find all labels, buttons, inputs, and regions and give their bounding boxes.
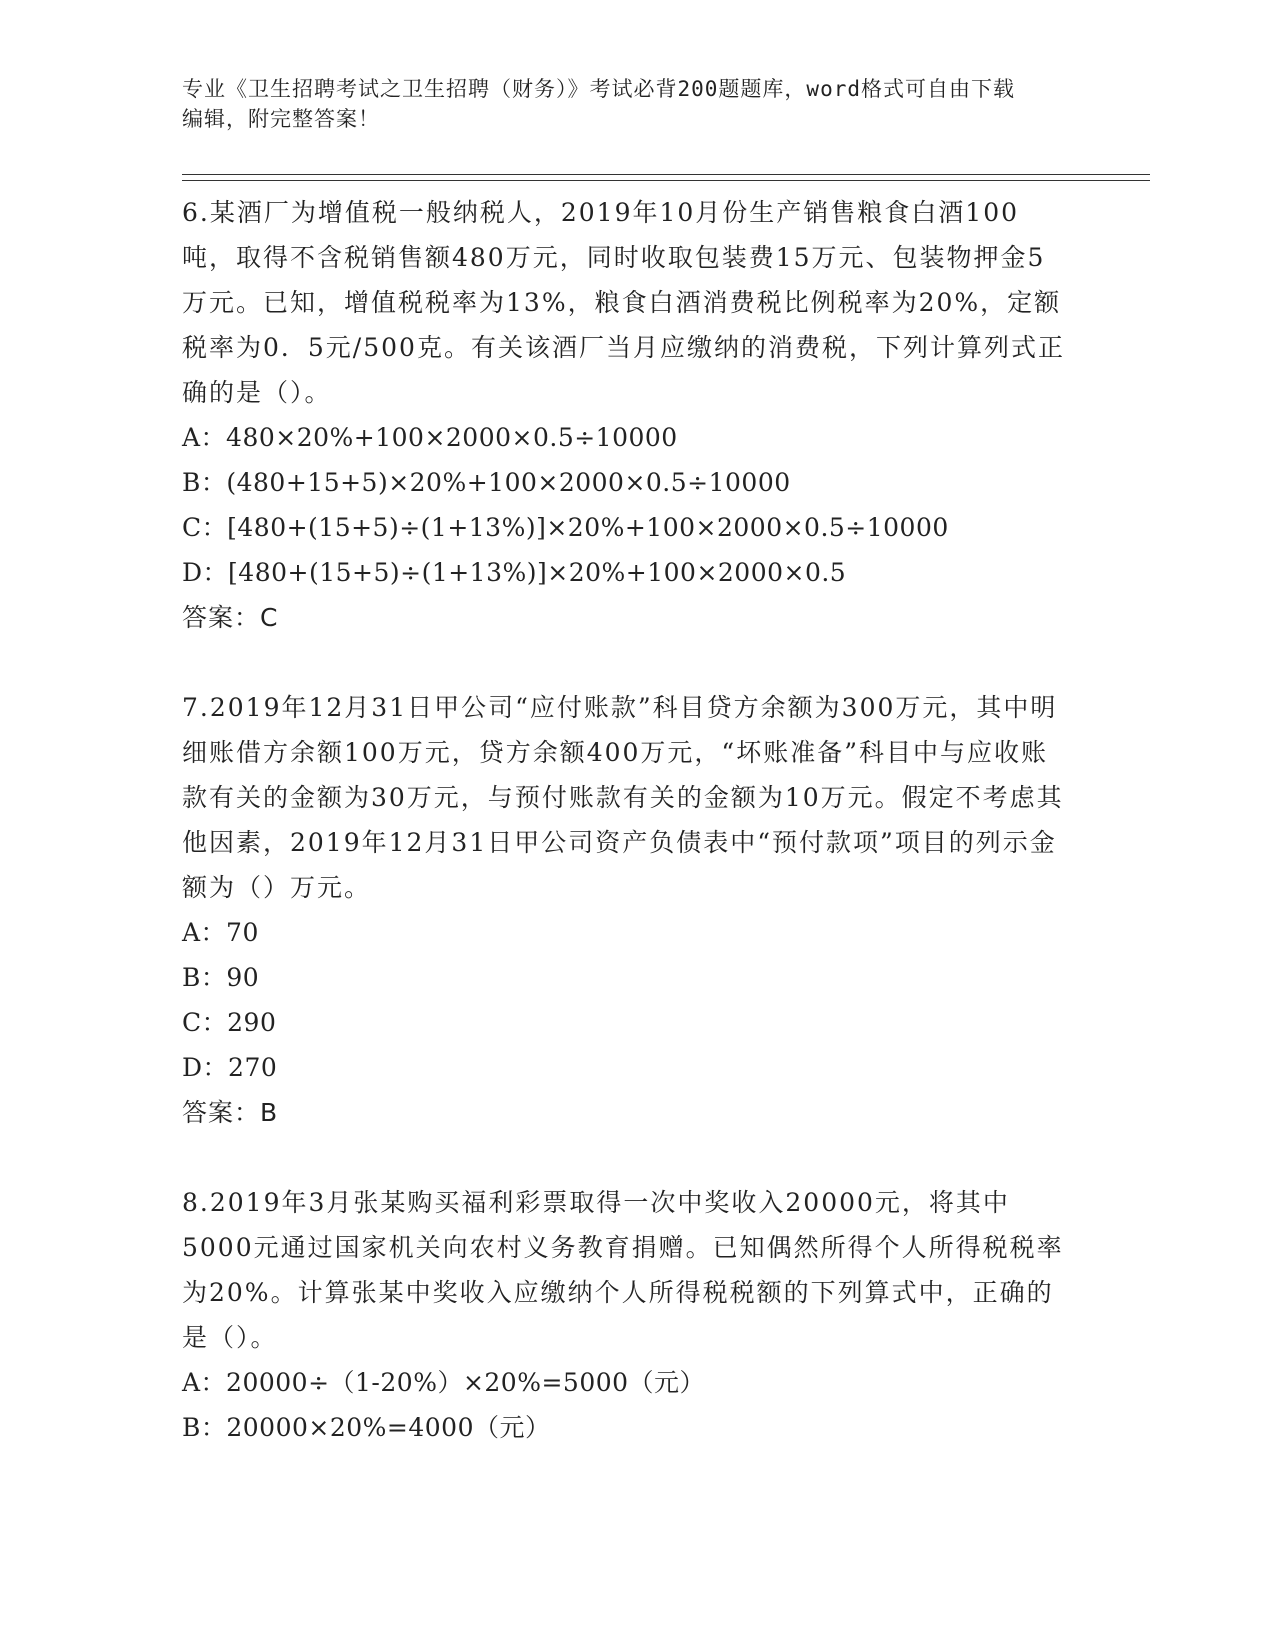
option-d: D：[480+(15+5)÷(1+13%)]×20%+100×2000×0.5 xyxy=(182,558,847,587)
answer-line: 答案：C xyxy=(182,603,279,632)
question-7 xyxy=(182,685,1072,1135)
option-c: C：[480+(15+5)÷(1+13%)]×20%+100×2000×0.5÷10000 xyxy=(182,513,949,542)
question-spacer xyxy=(182,1135,1072,1180)
document-header: 专业《卫生招聘考试之卫生招聘（财务）》考试必背200题题库，word格式可自由下载编辑，附完整答案！ xyxy=(182,77,1015,131)
option-a: A：70 xyxy=(182,918,259,947)
option-b: B：90 xyxy=(182,963,260,992)
question-6 xyxy=(182,190,1072,640)
question-stem: 6.某酒厂为增值税一般纳税人，2019年10月份生产销售粮食白酒100吨，取得不含税销售额480万元，同时收取包装费15万元、包装物押金5万元。已知，增值税税率为13%，粮食白酒消费税比例税率为20%，定额税率为0．5元/500克。有关该酒厂当月应缴纳的消费税，下列计算列式正确的是（）。 xyxy=(182,198,1065,407)
question-stem: 8.2019年3月张某购买福利彩票取得一次中奖收入20000元，将其中5000元通过国家机关向农村义务教育捐赠。已知偶然所得个人所得税税率为20%。计算张某中奖收入应缴纳个人所得税税额的下列算式中，正确的是（）。 xyxy=(182,1188,1064,1352)
question-stem: 7.2019年12月31日甲公司“应付账款”科目贷方余额为300万元，其中明细账借方余额100万元，贷方余额400万元，“坏账准备”科目中与应收账款有关的金额为30万元，与预付账款有关的金额为10万元。假定不考虑其他因素，2019年12月31日甲公司资产负债表中“预付款项”项目的列示金额为（）万元。 xyxy=(182,693,1064,902)
answer-line: 答案：B xyxy=(182,1098,279,1127)
option-d: D：270 xyxy=(182,1053,278,1082)
option-a: A：480×20%+100×2000×0.5÷10000 xyxy=(182,423,678,452)
option-c: C：290 xyxy=(182,1008,277,1037)
option-b: B：(480+15+5)×20%+100×2000×0.5÷10000 xyxy=(182,468,791,497)
header-divider-top xyxy=(182,174,1150,175)
option-b: B：20000×20%=4000（元） xyxy=(182,1413,551,1442)
header-divider-bottom xyxy=(182,180,1150,181)
question-spacer xyxy=(182,640,1072,685)
question-list xyxy=(182,190,1072,1450)
option-a: A：20000÷（1-20%）×20%=5000（元） xyxy=(182,1368,706,1397)
question-8 xyxy=(182,1180,1072,1450)
